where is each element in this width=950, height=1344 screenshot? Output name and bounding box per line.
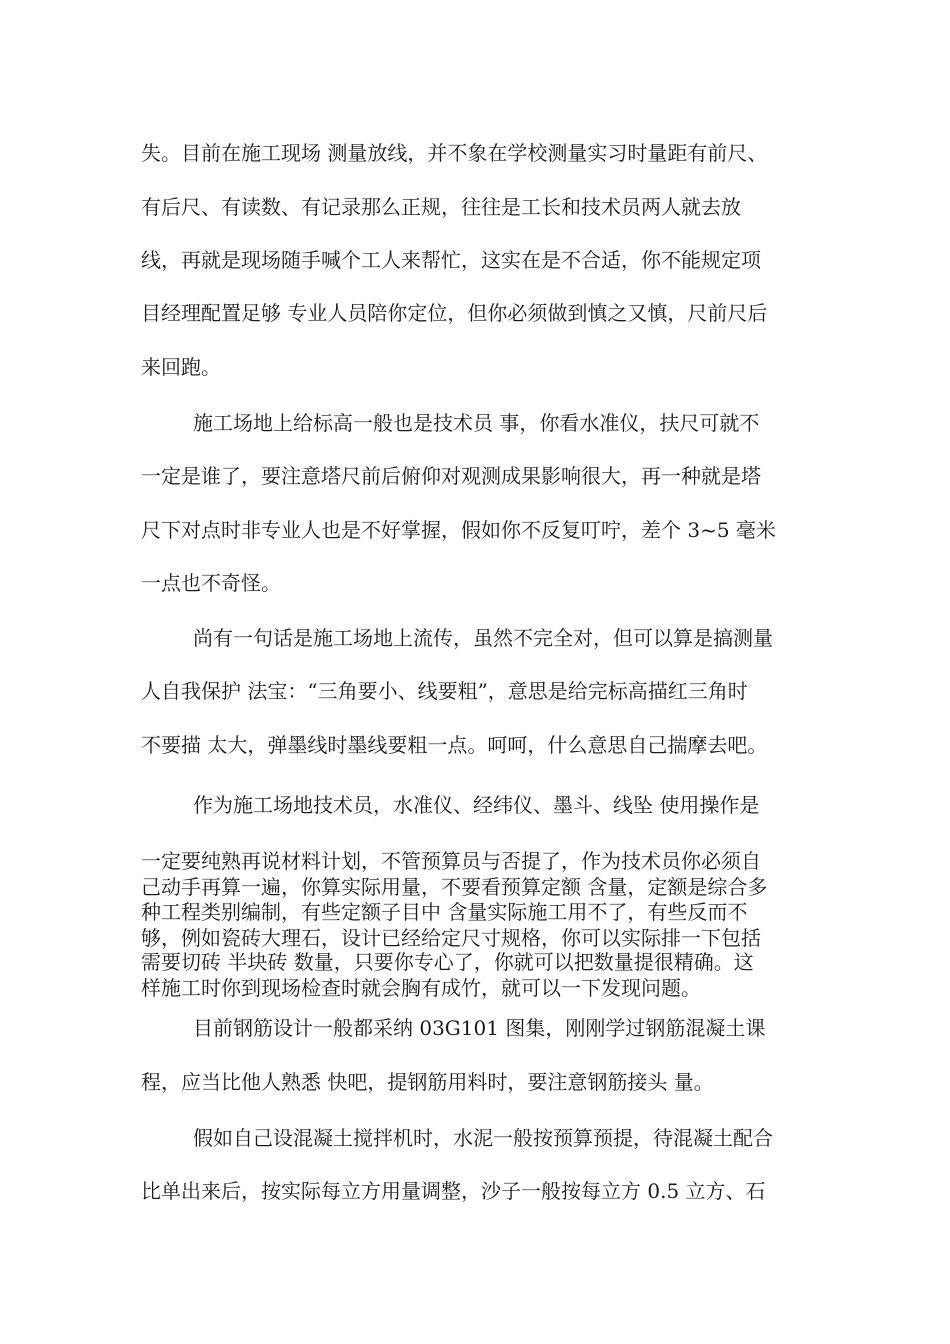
text-line: 够，例如瓷砖大理石，设计已经给定尺寸规格，你可以实际排一下包括 bbox=[141, 926, 761, 950]
text-line: 目前钢筋设计一般都采纳 03G101 图集，刚刚学过钢筋混凝土课 bbox=[193, 1016, 766, 1040]
text-line: 比单出来后，按实际每立方用量调整，沙子一般按每立方 0.5 立方、石 bbox=[141, 1179, 766, 1203]
text-line: 己动手再算一遍，你算实际用量，不要看预算定额 含量，定额是综合多 bbox=[141, 875, 768, 899]
text-line: 目经理配置足够 专业人员陪你定位，但你必须做到慎之又慎，尺前尺后 bbox=[141, 301, 768, 325]
text-line: 尚有一句话是施工场地上流传，虽然不完全对，但可以算是搞测量 bbox=[193, 626, 773, 650]
text-line: 来回跑。 bbox=[141, 355, 221, 379]
text-line: 尺下对点时非专业人也是不好掌握，假如你不反复叮咛，差个 3~5 毫米 bbox=[141, 518, 776, 542]
text-line: 一定是谁了，要注意塔尺前后俯仰对观测成果影响很大，再一种就是塔 bbox=[141, 464, 761, 488]
text-line: 作为施工场地技术员，水准仪、经纬仪、墨斗、线坠 使用操作是 bbox=[193, 793, 760, 817]
text-line: 种工程类别编制，有些定额子目中 含量实际施工用不了，有些反而不 bbox=[141, 900, 748, 924]
text-line: 样施工时你到现场检查时就会胸有成竹，就可以一下发现问题。 bbox=[141, 976, 701, 1000]
text-line: 一点也不奇怪。 bbox=[141, 571, 281, 595]
text-line: 不要描 太大，弹墨线时墨线要粗一点。呵呵，什么意思自己揣摩去吧。 bbox=[141, 733, 768, 757]
text-line: 假如自己设混凝土搅拌机时，水泥一般按预算预提，待混凝土配合 bbox=[193, 1126, 773, 1150]
text-line: 一定要纯熟再说材料计划，不管预算员与否提了，作为技术员你必须自 bbox=[141, 849, 761, 873]
text-line: 需要切砖 半块砖 数量，只要你专心了，你就可以把数量提很精确。这 bbox=[141, 950, 754, 974]
text-line: 失。目前在施工现场 测量放线，并不象在学校测量实习时量距有前尺、 bbox=[141, 141, 768, 165]
text-line: 线，再就是现场随手喊个工人来帮忙，这实在是不合适，你不能规定项 bbox=[141, 248, 761, 272]
text-line: 有后尺、有读数、有记录那么正规，往往是工长和技术员两人就去放 bbox=[141, 195, 741, 219]
text-line: 人自我保护 法宝：“三角要小、线要粗”，意思是给完标高描红三角时 bbox=[141, 679, 748, 703]
text-line: 程，应当比他人熟悉 快吧，提钢筋用料时，要注意钢筋接头 量。 bbox=[141, 1070, 714, 1094]
text-line: 施工场地上给标高一般也是技术员 事，你看水准仪，扶尺可就不 bbox=[193, 411, 760, 435]
